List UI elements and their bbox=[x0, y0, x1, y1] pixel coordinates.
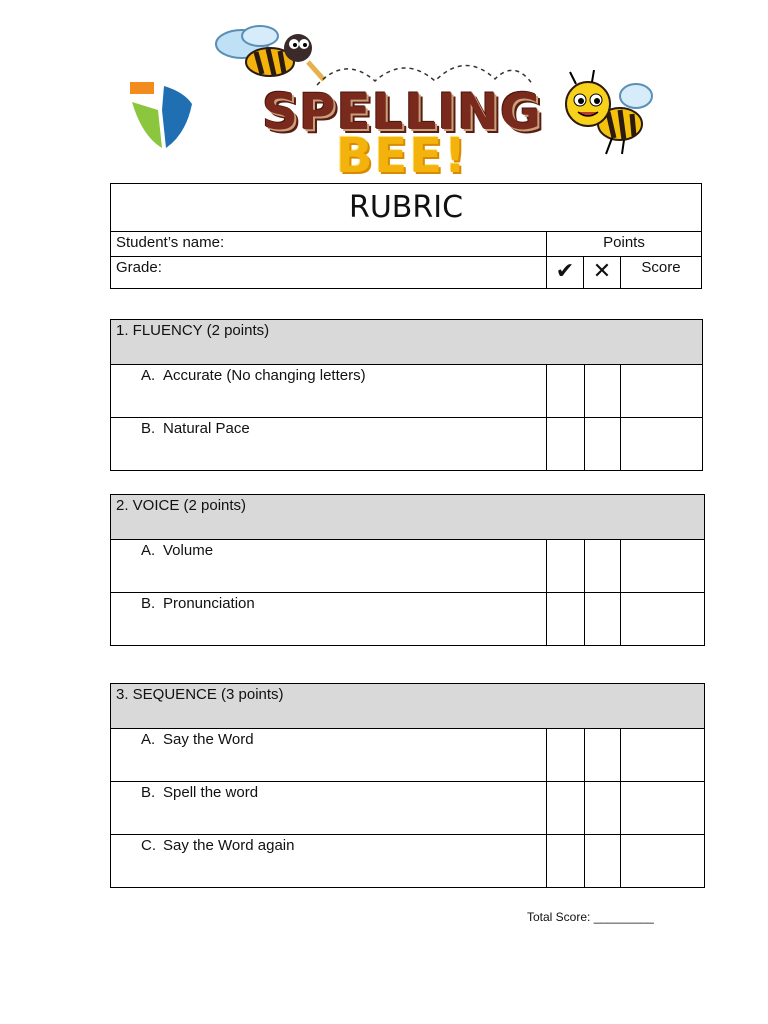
cross-box[interactable] bbox=[585, 540, 621, 593]
total-score: Total Score: _________ bbox=[527, 910, 654, 924]
check-box[interactable] bbox=[547, 540, 585, 593]
bee-right-icon bbox=[562, 70, 658, 156]
points-label: Points bbox=[547, 232, 702, 257]
list-item: B. Spell the word bbox=[111, 782, 547, 835]
list-item: A. Say the Word bbox=[111, 729, 547, 782]
check-box[interactable] bbox=[547, 729, 585, 782]
score-box[interactable] bbox=[621, 593, 705, 646]
title-bee: BEE! bbox=[335, 128, 469, 184]
cross-box[interactable] bbox=[585, 418, 621, 471]
section-fluency bbox=[110, 319, 703, 471]
section-heading: 3. SEQUENCE (3 points) bbox=[111, 684, 705, 729]
check-box[interactable] bbox=[547, 835, 585, 888]
student-name-field[interactable]: Student’s name: bbox=[111, 232, 547, 257]
section-sequence bbox=[110, 683, 705, 888]
check-icon: ✔ bbox=[547, 257, 584, 289]
cross-box[interactable] bbox=[585, 729, 621, 782]
rubric-header-table bbox=[110, 183, 702, 289]
check-box[interactable] bbox=[547, 365, 585, 418]
check-box[interactable] bbox=[547, 418, 585, 471]
list-item: C. Say the Word again bbox=[111, 835, 547, 888]
check-box[interactable] bbox=[547, 782, 585, 835]
cross-box[interactable] bbox=[585, 782, 621, 835]
cross-box[interactable] bbox=[585, 835, 621, 888]
list-item: B. Pronunciation bbox=[111, 593, 547, 646]
grade-field[interactable]: Grade: bbox=[111, 257, 547, 289]
score-box[interactable] bbox=[621, 365, 703, 418]
score-box[interactable] bbox=[621, 418, 703, 471]
list-item: A. Volume bbox=[111, 540, 547, 593]
cross-icon: ✕ bbox=[584, 257, 621, 289]
rubric-title: RUBRIC bbox=[111, 184, 702, 232]
title-spelling: SPELLING bbox=[261, 83, 543, 141]
bee-left-icon bbox=[212, 22, 328, 84]
score-box[interactable] bbox=[621, 835, 705, 888]
cross-box[interactable] bbox=[585, 365, 621, 418]
list-item: A. Accurate (No changing letters) bbox=[111, 365, 547, 418]
section-heading: 2. VOICE (2 points) bbox=[111, 495, 705, 540]
score-box[interactable] bbox=[621, 540, 705, 593]
logo-icon bbox=[128, 80, 194, 150]
section-voice bbox=[110, 494, 705, 646]
list-item: B. Natural Pace bbox=[111, 418, 547, 471]
score-box[interactable] bbox=[621, 729, 705, 782]
check-box[interactable] bbox=[547, 593, 585, 646]
score-label: Score bbox=[621, 257, 702, 289]
score-box[interactable] bbox=[621, 782, 705, 835]
section-heading: 1. FLUENCY (2 points) bbox=[111, 320, 703, 365]
cross-box[interactable] bbox=[585, 593, 621, 646]
